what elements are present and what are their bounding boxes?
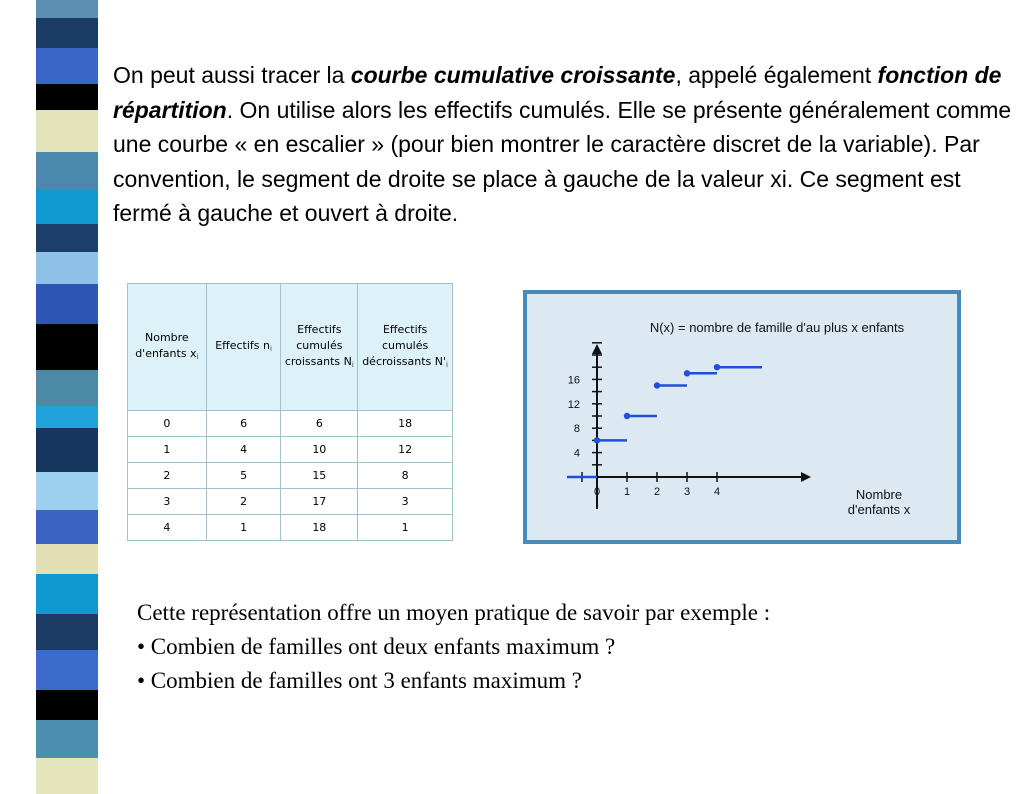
- frequency-table: [127, 283, 453, 541]
- table-cell: 1: [128, 437, 207, 463]
- step-chart: [527, 294, 957, 540]
- intro-text-2: , appelé également: [675, 62, 878, 88]
- header-effectifs: Effectifs $n_i$: [206, 284, 281, 411]
- intro-paragraph: [113, 58, 1013, 231]
- bullet-item: • Combien de familles ont 3 enfants maximum ?: [137, 668, 582, 693]
- step-closed-point: [684, 370, 690, 376]
- table-cell: 6: [281, 411, 358, 437]
- x-axis-label-line2: d'enfants x: [847, 502, 911, 517]
- x-tick-label: 1: [623, 486, 631, 498]
- table-cell: 3: [128, 489, 207, 515]
- term-cumulative-curve: courbe cumulative croissante: [350, 62, 676, 88]
- table-cell: 17: [281, 489, 358, 515]
- table-cell: 6: [206, 411, 281, 437]
- table-cell: 0: [128, 411, 207, 437]
- table-cell: 1: [358, 515, 453, 541]
- table-cell: 2: [128, 463, 207, 489]
- y-tick-label: 4: [573, 447, 580, 460]
- y-tick-label: 16: [567, 374, 580, 387]
- table-cell: 8: [358, 463, 453, 489]
- header-effectifs-cumules-decroissants: Effectifs cumulés décroissants $N'_i$: [358, 284, 453, 411]
- chart-title: N(x) = nombre de famille d'au plus x enfants: [649, 320, 905, 335]
- table-cell: 18: [358, 411, 453, 437]
- x-tick-label: 3: [683, 486, 691, 498]
- step-closed-point: [594, 437, 600, 443]
- x-tick-label: 0: [593, 486, 601, 498]
- x-tick-label: 2: [653, 486, 661, 498]
- y-tick-label: 12: [567, 398, 580, 411]
- table-cell: 1: [206, 515, 281, 541]
- table-row: [128, 411, 453, 437]
- table-cell: 4: [128, 515, 207, 541]
- table-cell: 12: [358, 437, 453, 463]
- x-axis-label-line1: Nombre: [855, 487, 903, 502]
- intro-text-1: On peut aussi tracer la: [113, 62, 351, 88]
- closing-intro: Cette représentation offre un moyen pratique de savoir par exemple :: [137, 600, 771, 625]
- y-axis-arrow: [592, 344, 602, 354]
- intro-text-3: . On utilise alors les effectifs cumulés. Elle se présente généralement comme une courbe « en escalier » (pour bien montrer le caractère discret de la variable). Par convention, le segment de droite se place à gauche de la valeur xi. Ce segment est fermé à gauche et ouvert à droite.: [113, 96, 1012, 226]
- table-cell: 4: [206, 437, 281, 463]
- step-closed-point: [714, 364, 720, 370]
- y-tick-label: 8: [573, 423, 580, 436]
- x-tick-label: 4: [713, 486, 721, 498]
- step-chart-frame: [523, 290, 961, 544]
- step-closed-point: [654, 382, 660, 388]
- table-cell: 15: [281, 463, 358, 489]
- table-cell: 10: [281, 437, 358, 463]
- table-row: [128, 489, 453, 515]
- bullet-item: • Combien de familles ont deux enfants maximum ?: [137, 634, 616, 659]
- table-cell: 18: [281, 515, 358, 541]
- header-nombre-enfants: Nombre d'enfants $x_i$: [128, 284, 207, 411]
- table-cell: 2: [206, 489, 281, 515]
- table-row: [128, 515, 453, 541]
- x-axis-arrow: [801, 472, 811, 482]
- table-cell: 5: [206, 463, 281, 489]
- table-row: [128, 437, 453, 463]
- table-row: [128, 463, 453, 489]
- table-header-row: [128, 284, 453, 411]
- header-effectifs-cumules-croissants: Effectifs cumulés croissants $N_i$: [281, 284, 358, 411]
- step-closed-point: [624, 413, 630, 419]
- term-distribution-function: fonction de répartition: [113, 62, 1002, 123]
- closing-section: [137, 596, 997, 698]
- table-cell: 3: [358, 489, 453, 515]
- decorative-side-strip: [36, 0, 98, 768]
